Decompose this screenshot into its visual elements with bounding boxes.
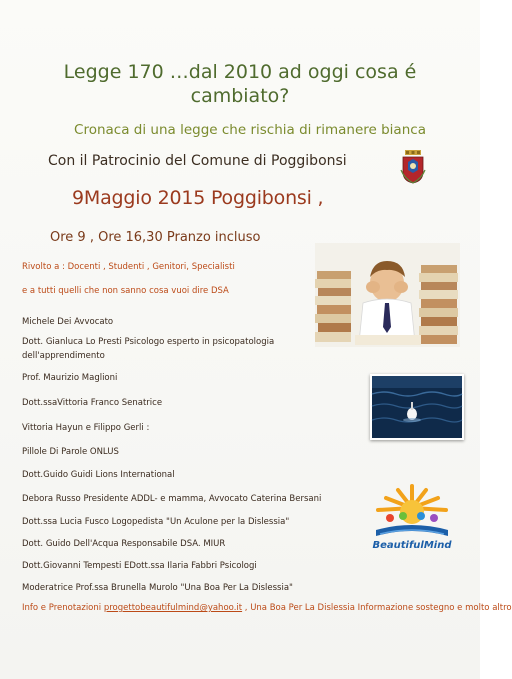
contact-email-link[interactable]: progettobeautifulmind@yahoo.it: [103, 603, 243, 613]
speaker-item: Vittoria Hayun e Filippo Gerli :: [22, 423, 150, 433]
speaker-item: Prof. Maurizio Maglioni: [22, 373, 118, 383]
books-child-photo: [315, 243, 460, 347]
audience-line-2: e a tutti quelli che non sanno cosa vuoi dire DSA: [22, 286, 229, 296]
speaker-item: Dott.Guido Guidi Lions International: [22, 470, 175, 480]
speaker-item: Dott. Guido Dell'Acqua Responsabile DSA. MIUR: [22, 539, 226, 549]
audience-line-1: Rivolto a : Docenti , Studenti , Genitori, Specialisti: [22, 262, 235, 272]
patronage-text: Con il Patrocinio del Comune di Poggibonsi: [48, 153, 347, 169]
beautifulmind-logo: [366, 482, 458, 558]
event-time: Ore 9 , Ore 16,30 Pranzo incluso: [50, 230, 261, 245]
speaker-item: Dott.ssaVittoria Franco Senatrice: [22, 398, 163, 408]
title-line-2: cambiato?: [190, 85, 290, 107]
logo-sun-icon: [366, 482, 458, 542]
speaker-item: dell'apprendimento: [22, 351, 105, 361]
speaker-item: Pillole Di Parole ONLUS: [22, 447, 119, 457]
sea-buoy-photo: [370, 374, 464, 440]
speaker-item: Michele Dei Avvocato: [22, 317, 114, 327]
footer-info: [22, 603, 512, 613]
speaker-item: Moderatrice Prof.ssa Brunella Murolo "Una Boa Per La Dislessia": [22, 583, 293, 593]
speaker-item: Dott.ssa Lucia Fusco Logopedista "Un Aculone per la Dislessia": [22, 517, 290, 527]
page-title: [30, 60, 450, 108]
event-date: 9Maggio 2015 Poggibonsi ,: [72, 187, 324, 209]
subtitle: Cronaca di una legge che rischia di rimanere bianca: [74, 122, 426, 138]
coat-of-arms-icon: [399, 150, 427, 184]
logo-text: BeautifulMind: [372, 540, 452, 551]
speaker-item: Dott.Giovanni Tempesti EDott.ssa Ilaria Fabbri Psicologi: [22, 561, 257, 571]
speaker-item: Dott. Gianluca Lo Presti Psicologo esperto in psicopatologia: [22, 337, 275, 347]
title-line-1: Legge 170 …dal 2010 ad oggi cosa é: [63, 61, 417, 83]
speaker-item: Debora Russo Presidente ADDL- e mamma, Avvocato Caterina Bersani: [22, 494, 322, 504]
footer-suffix: , Una Boa Per La Dislessia Informazione sostegno e molto altro: [242, 603, 512, 613]
footer-prefix: Info e Prenotazioni: [22, 603, 104, 613]
